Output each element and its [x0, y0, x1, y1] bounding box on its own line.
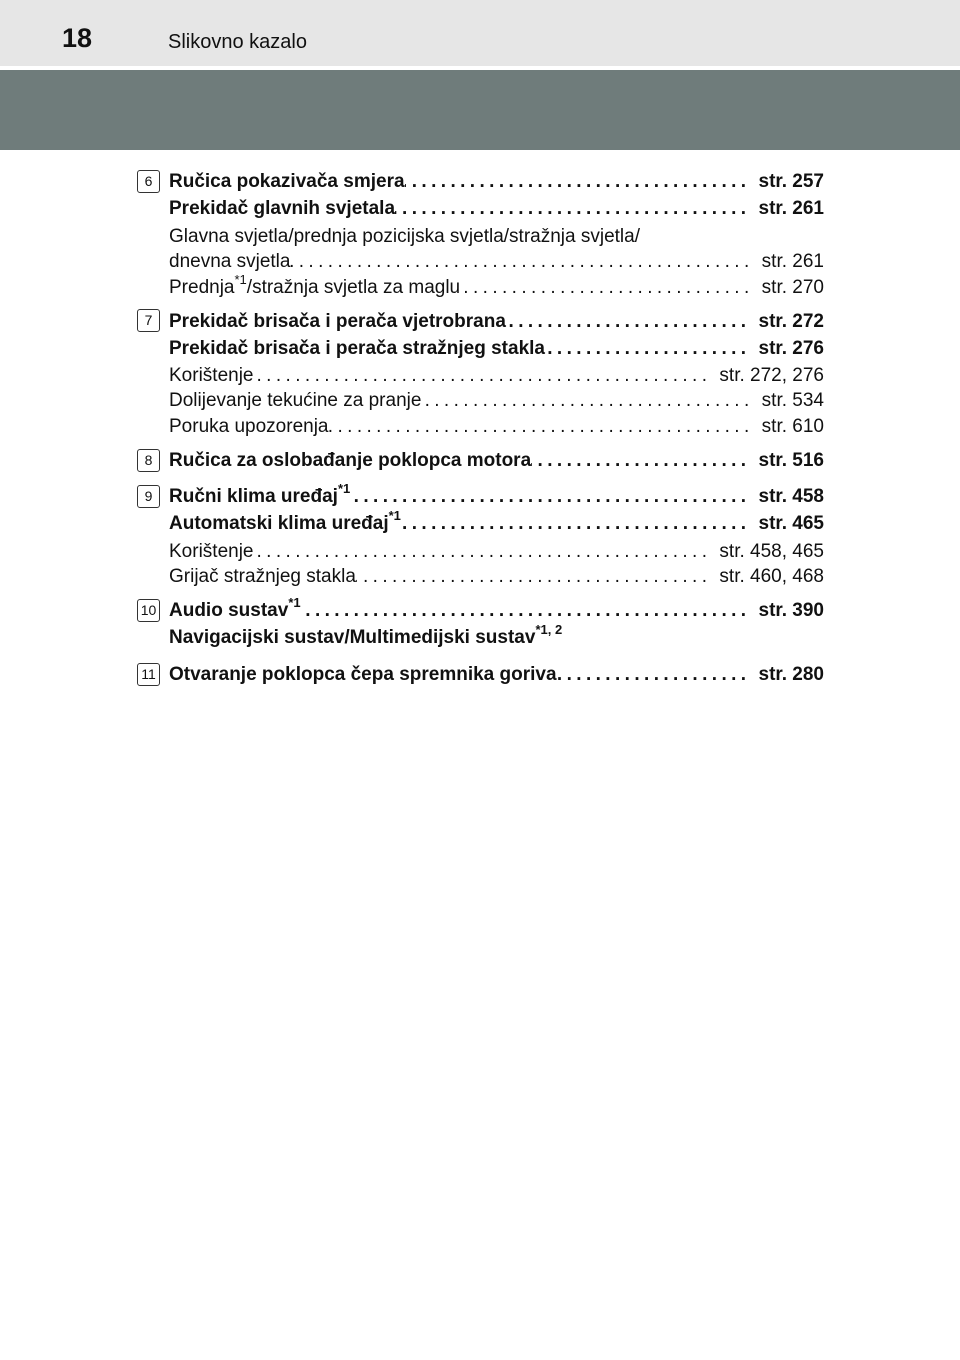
page-reference[interactable]: str. 390: [758, 600, 824, 621]
entry-number-badge: 11: [137, 663, 160, 686]
page-reference[interactable]: str. 261: [758, 198, 824, 219]
entry-label: Prekidač glavnih svjetala: [169, 198, 396, 219]
page-reference[interactable]: str. 458, 465: [719, 541, 824, 562]
entry-label: Ručica pokazivača smjera: [169, 171, 405, 192]
page-reference[interactable]: str. 270: [761, 277, 824, 298]
page-reference[interactable]: str. 272, 276: [719, 365, 824, 386]
entry-number-badge: 9: [137, 485, 160, 508]
page-reference[interactable]: str. 534: [761, 390, 824, 411]
index-line[interactable]: [169, 539, 824, 564]
sub-item-text: Glavna svjetla/prednja pozicijska svjetla/stražnja svjetla/: [169, 226, 640, 247]
entry-label: Ručni klima uređaj$^{*1}$: [169, 480, 351, 507]
page-reference[interactable]: str. 261: [761, 251, 824, 272]
entry-label: Dolijevanje tekućine za pranje: [169, 390, 422, 411]
footnote-marker: *1, 2: [535, 621, 563, 637]
entry-label: Automatski klima uređaj$^{*1}$: [169, 507, 401, 534]
dot-leader: [254, 363, 712, 388]
index-line[interactable]: [169, 196, 824, 221]
index-line[interactable]: [169, 662, 824, 687]
dot-leader: [401, 511, 751, 536]
dot-leader: [329, 414, 754, 439]
entry-label: Ručica za oslobađanje poklopca motora: [169, 450, 532, 471]
entry-label: Prekidač brisača i perača vjetrobrana: [169, 311, 506, 332]
page-number: 18: [62, 23, 93, 53]
index-line[interactable]: [169, 363, 824, 388]
page-reference[interactable]: str. 272: [758, 311, 824, 332]
dot-leader: [395, 196, 750, 221]
header-strip: [0, 0, 960, 66]
footnote-marker: *1: [288, 594, 301, 610]
page-reference[interactable]: str. 610: [761, 416, 824, 437]
footnote-marker: *1: [337, 480, 351, 496]
entry-label-no-ref: Navigacijski sustav/Multimedijski sustav$^{*1, 2}$: [169, 621, 563, 648]
entry-number-badge: 8: [137, 449, 160, 472]
dot-leader: [531, 448, 750, 473]
page-reference[interactable]: str. 460, 468: [719, 566, 824, 587]
index-line[interactable]: [169, 388, 824, 413]
entry-label: Audio sustav$^{*1}$: [169, 594, 301, 621]
entry-label: Grijač stražnjeg stakla: [169, 566, 356, 587]
index-line[interactable]: [169, 309, 824, 334]
footnote-marker: *1: [388, 507, 401, 523]
index-line[interactable]: [169, 480, 824, 509]
dot-leader: [254, 539, 712, 564]
page-reference[interactable]: str. 516: [758, 450, 824, 471]
index-line[interactable]: [169, 336, 824, 361]
index-line[interactable]: [169, 507, 824, 536]
dot-leader: [350, 484, 750, 509]
page-reference[interactable]: str. 280: [758, 664, 824, 685]
dot-leader: [545, 336, 751, 361]
dot-leader: [405, 169, 751, 194]
page-reference[interactable]: str. 458: [758, 486, 824, 507]
dot-leader: [421, 388, 753, 413]
entry-label: dnevna svjetla: [169, 251, 291, 272]
entry-label: Prednja$^{*1}$/stražnja svjetla za maglu: [169, 271, 461, 298]
dot-leader: [301, 598, 751, 623]
index-line[interactable]: [169, 448, 824, 473]
index-line[interactable]: [169, 169, 824, 194]
page-reference[interactable]: str. 276: [758, 338, 824, 359]
dot-leader: [506, 309, 751, 334]
header-band: [0, 70, 960, 150]
page-reference[interactable]: str. 257: [758, 171, 824, 192]
entry-label: Korištenje: [169, 541, 254, 562]
index-line[interactable]: [169, 594, 824, 623]
section-title: Slikovno kazalo: [168, 31, 307, 53]
entry-label: Poruka upozorenja: [169, 416, 329, 437]
entry-number-badge: 7: [137, 309, 160, 332]
dot-leader: [557, 662, 751, 687]
dot-leader: [290, 249, 753, 274]
entry-label: Prekidač brisača i perača stražnjeg stakla: [169, 338, 545, 359]
page-reference[interactable]: str. 465: [758, 513, 824, 534]
index-line[interactable]: [169, 271, 824, 300]
dot-leader: [356, 564, 712, 589]
dot-leader: [460, 275, 754, 300]
entry-label: Otvaranje poklopca čepa spremnika goriva: [169, 664, 557, 685]
footnote-marker: *1: [234, 271, 247, 287]
entry-number-badge: 10: [137, 599, 160, 622]
entry-number-badge: 6: [137, 170, 160, 193]
entry-label: Korištenje: [169, 365, 254, 386]
index-line[interactable]: [169, 249, 824, 274]
index-line[interactable]: [169, 414, 824, 439]
index-line[interactable]: [169, 564, 824, 589]
